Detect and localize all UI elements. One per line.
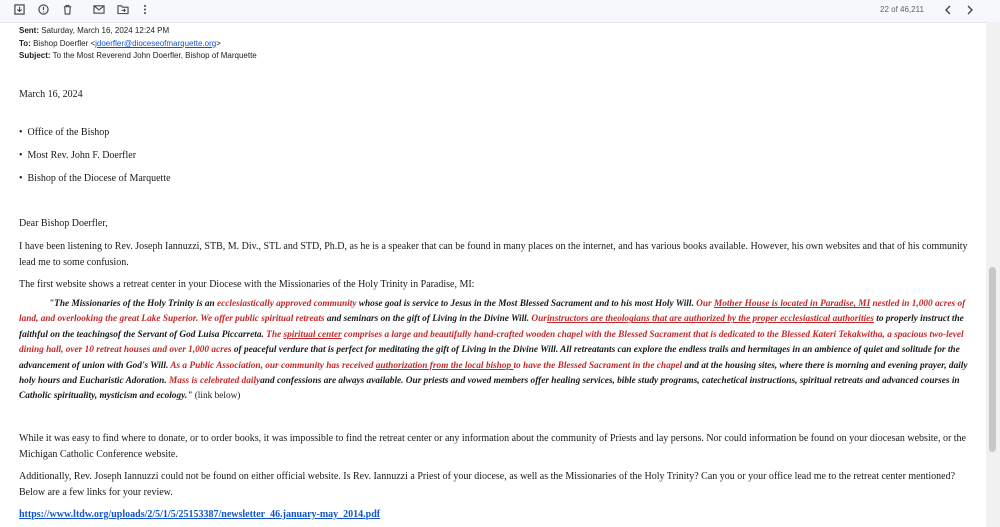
quote-text: and at the housing sites, where there is morning and evening prayer, daily holy hours and Eucharistic Adoration. [19,360,968,387]
quote-text: whose goal is service to Jesus in the Most Blessed Sacrament and to his most Holy Will. [356,299,697,309]
delete-icon[interactable] [60,4,74,18]
sent-value: Saturday, March 16, 2024 12:24 PM [41,26,170,35]
move-to-icon[interactable] [116,4,130,18]
newsletter-link[interactable]: https://www.ltdw.org/uploads/2/5/1/5/25153387/newsletter_46.january-may_2014.pdf [19,509,381,520]
letter-date: March 16, 2024 [19,89,83,100]
quote-highlight: comprises a large and beautifully hand-crafted wooden chapel with the Blessed Sacrament that is dedicated to the Blessed Kateri Tekakwitha, a spacious two-level dining hall, over 10 retreat houses and over 1,000 acres [19,329,964,356]
quote-highlight: Our [696,299,714,309]
newer-message-icon[interactable] [941,4,955,18]
quote-text: "The Missionaries of the Holy Trinity is an [49,299,218,309]
mark-unread-icon[interactable] [92,4,106,18]
recipient-item: • Most Rev. John F. Doerfler [19,150,136,161]
message-count: 22 of 46,211 [880,5,924,14]
message-toolbar [0,0,1000,23]
archive-icon[interactable] [12,4,26,18]
link-line [19,507,977,523]
sent-line [19,26,169,35]
quote-highlight: Mass is celebrated daily [169,376,261,387]
salutation: Dear Bishop Doerfler, [19,218,108,229]
quote-link[interactable]: spiritual center [283,329,342,340]
subject-value: To the Most Reverend John Doerfler, Bishop of Marquette [52,51,257,60]
paragraph-first-website: The first website shows a retreat center in your Diocese with the Missionaries of the Holy Trinity in Paradise, MI: [19,279,475,290]
quote-link[interactable]: instructors are theologians that are authorized by the proper ecclesiastical authorities [546,314,874,325]
quote-link[interactable]: authorization from the local bishop [375,360,514,371]
sent-label: Sent: [19,26,39,35]
subject-line [19,51,257,60]
to-name: Bishop Doerfler < [33,39,96,48]
paragraph-additionally: Additionally, Rev. Joseph Iannuzzi could not be found on either official website. Is Rev. Iannuzzi a Priest of your diocese, as well as the Missionaries of the Holy Trinity? Can you or your office lead me to the retreat center mentioned? Below are a few links for your review. [19,471,956,498]
report-spam-icon[interactable] [36,4,50,18]
subject-label: Subject: [19,51,51,60]
scrollbar[interactable] [986,22,1000,527]
recipient-item: • Office of the Bishop [19,127,109,138]
paragraph-intro: I have been listening to Rev. Joseph Iannuzzi, STB, M. Div., STL and STD, Ph.D, as he is a speaker that can be found in many places on the internet, and has various books available. However, his own websites and that of his community lead me to some confusion. [19,241,968,268]
quote-text: and seminars on the gift of Living in the Divine Will. [324,314,532,325]
quote-text: of peaceful verdure that is perfect for meditating the gift of Living in the Divine Will. All retreatants can explore the endless trails and hermitages in an ambience of quiet and solitude for the advancement of union with God's Will. [19,345,960,371]
quote-highlight: to have the Blessed Sacrament in the chapel [513,360,683,371]
older-message-icon[interactable] [963,4,977,18]
quote-text: and confessions are always available. Our priests and vowed members offer healing services, bible study programs, catechetical instructions, spiritual retreats and advanced courses in Catholic spirituality, mysticism and ecology." [19,376,960,402]
quote-highlight: nestled in 1,000 acres of land, and overlooking the great Lake Superior. We offer public spiritual retreats [19,299,966,325]
to-line [19,39,221,48]
to-close: > [216,39,221,48]
quote-highlight: The [266,329,284,340]
quoted-website-text [19,297,977,405]
scrollbar-thumb[interactable] [989,267,996,452]
paragraph-no-info: While it was easy to find where to donate, or to order books, it was impossible to find the retreat center or any information about the community of Priests and lay persons. Nor could information be found on your diocesan website, or the Michigan Catholic Conference website. [19,433,966,460]
quote-link[interactable]: Mother House is located in Paradise, MI [713,299,871,309]
more-options-icon[interactable] [138,4,152,18]
quote-highlight: Our [531,314,547,325]
quote-text: to properly instruct the faithful on the teachingsof the Servant of God Luisa Piccarreta. [19,314,964,340]
to-label: To: [19,39,31,48]
recipient-item: • Bishop of the Diocese of Marquette [19,173,171,184]
quote-highlight: ecclesiastically approved community [217,299,357,309]
link-below-note: (link below) [192,391,241,402]
quote-highlight: As a Public Association, our community has received [170,360,376,371]
to-email-link[interactable]: jdoerfler@dioceseofmarquette.org [95,39,217,48]
